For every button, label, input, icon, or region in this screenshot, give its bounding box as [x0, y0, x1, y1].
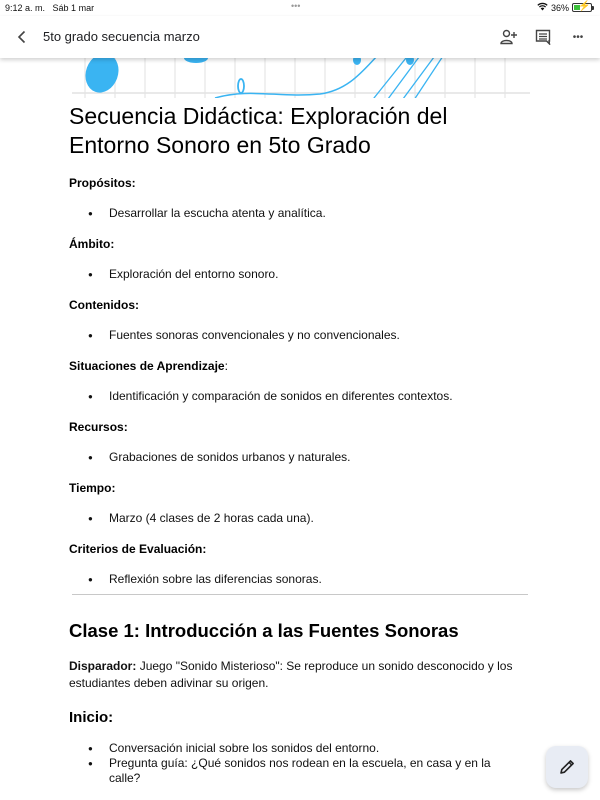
section-label: Criterios de Evaluación:: [69, 542, 207, 556]
status-date: Sáb 1 mar: [52, 3, 95, 13]
back-button[interactable]: [12, 26, 32, 48]
bullet-list: [69, 206, 529, 221]
class-1-heading: Clase 1: Introducción a las Fuentes Sonoras: [69, 620, 459, 641]
section-recursos: [69, 420, 529, 465]
section-tiempo: [69, 481, 529, 526]
person-add-icon: [500, 29, 518, 45]
document-body: [69, 102, 529, 587]
section-label: Contenidos:: [69, 298, 139, 312]
edit-fab-button[interactable]: [546, 746, 588, 788]
section-situaciones: [69, 359, 529, 404]
list-item: ● Grabaciones de sonidos urbanos y naturales.: [69, 450, 529, 465]
battery-charging-icon: ⚡: [572, 3, 592, 12]
section-label-suffix: :: [224, 359, 228, 373]
class-1-section: [69, 620, 529, 800]
status-right: [537, 2, 592, 13]
bullet-list: [69, 389, 529, 404]
more-horizontal-icon: •••: [572, 31, 584, 43]
list-item: ● Desarrollar la escucha atenta y analítica.: [69, 206, 529, 221]
document-title: 5to grado secuencia marzo: [43, 29, 200, 44]
inicio-heading: Inicio:: [69, 709, 114, 726]
list-item: ● Fuentes sonoras convencionales y no convencionales.: [69, 328, 529, 343]
list-item: ● Marzo (4 clases de 2 horas cada una).: [69, 511, 529, 526]
music-notes-banner-image: [0, 58, 600, 98]
bullet-list: [69, 450, 529, 465]
section-label: Recursos:: [69, 420, 128, 434]
list-item: ● Conversación inicial sobre los sonidos del entorno.: [69, 741, 509, 756]
section-contenidos: [69, 298, 529, 343]
bullet-list: [69, 741, 509, 786]
chevron-left-icon: [17, 30, 27, 44]
list-item: ● Identificación y comparación de sonidos en diferentes contextos.: [69, 389, 529, 404]
share-add-person-button[interactable]: [497, 26, 521, 48]
horizontal-rule: [72, 594, 528, 595]
bullet-list: [69, 267, 529, 282]
section-label: Ámbito:: [69, 237, 115, 251]
multitask-dots[interactable]: •••: [291, 1, 301, 11]
section-propositos: [69, 176, 529, 221]
section-ambito: [69, 237, 529, 282]
document-canvas[interactable]: [0, 58, 600, 800]
comments-button[interactable]: [531, 26, 555, 48]
section-criterios: [69, 542, 529, 587]
pencil-edit-icon: [558, 758, 576, 776]
disparador-text: Juego "Sonido Misterioso": Se reproduce un sonido desconocido y los estudiantes deben adivinar su origen.: [69, 659, 513, 690]
list-item: ● Exploración del entorno sonoro.: [69, 267, 529, 282]
bullet-list: [69, 328, 529, 343]
section-label: Tiempo:: [69, 481, 116, 495]
disparador-paragraph: [69, 658, 529, 692]
status-time-date: [5, 3, 94, 13]
document-heading: Secuencia Didáctica: Exploración del Entorno Sonoro en 5to Grado: [69, 103, 448, 158]
comment-icon: [535, 29, 551, 45]
section-label: [69, 359, 529, 373]
battery-percent: 36%: [550, 2, 569, 13]
status-time: 9:12 a. m.: [5, 3, 46, 13]
more-options-button[interactable]: [566, 26, 590, 48]
disparador-label: Disparador:: [69, 659, 137, 673]
section-label: Propósitos:: [69, 176, 136, 190]
section-label-text: Situaciones de Aprendizaje: [69, 359, 225, 373]
list-item: ● Reflexión sobre las diferencias sonoras.: [69, 572, 529, 587]
bullet-list: [69, 572, 529, 587]
bullet-list: [69, 511, 529, 526]
status-bar: [0, 0, 600, 16]
app-bar: [0, 16, 600, 58]
wifi-icon: [537, 2, 548, 13]
list-item: ● Pregunta guía: ¿Qué sonidos nos rodean en la escuela, en casa y en la calle?: [69, 756, 509, 786]
